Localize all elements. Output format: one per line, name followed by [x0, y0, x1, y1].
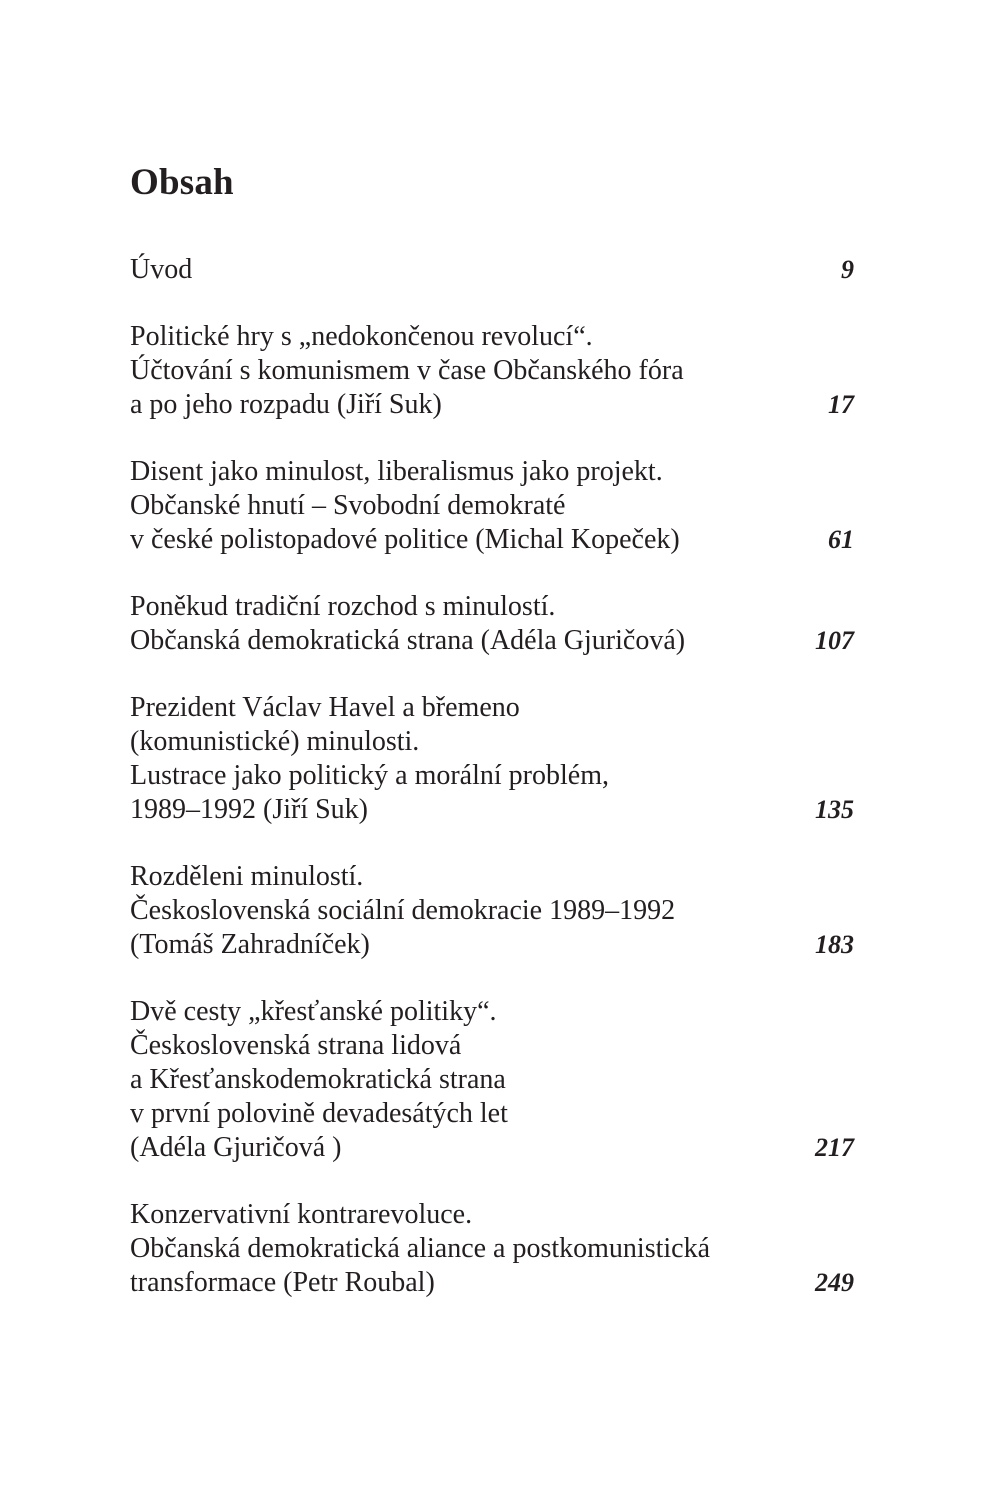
toc-entry — [130, 253, 860, 287]
toc-entry-line: Politické hry s „nedokončenou revolucí“. — [130, 321, 593, 352]
toc-page-number: 217 — [815, 1133, 854, 1162]
toc-entry-line: Československá sociální demokracie 1989–1992 — [130, 895, 676, 926]
toc-entry — [130, 995, 860, 1165]
toc-entry — [130, 691, 860, 827]
page-title: Obsah — [130, 162, 234, 203]
toc-entry-line: Československá strana lidová — [130, 1030, 462, 1061]
toc-entry-line: transformace (Petr Roubal) — [130, 1267, 435, 1298]
toc-entry-line: (Tomáš Zahradníček) — [130, 929, 370, 960]
toc-entry — [130, 455, 860, 557]
toc-page-number: 107 — [815, 626, 854, 655]
toc-page-number: 249 — [815, 1268, 854, 1297]
toc-entry-line: Dvě cesty „křesťanské politiky“. — [130, 996, 497, 1027]
toc-entry-line: Občanská demokratická aliance a postkomunistická — [130, 1233, 711, 1264]
toc-entry-line: Účtování s komunismem v čase Občanského fóra — [130, 355, 684, 386]
toc-entry-line: Občanské hnutí – Svobodní demokraté — [130, 490, 566, 521]
toc-entry-line: a Křesťanskodemokratická strana — [130, 1064, 506, 1095]
toc-entry-line: Úvod — [130, 254, 193, 285]
toc-page-number: 183 — [815, 930, 854, 959]
toc-entry-line: (Adéla Gjuričová ) — [130, 1132, 342, 1163]
toc-page-number: 9 — [841, 255, 854, 284]
toc-entry-line: (komunistické) minulosti. — [130, 726, 420, 757]
toc-entry-line: a po jeho rozpadu (Jiří Suk) — [130, 389, 442, 420]
toc-page-number: 17 — [828, 390, 854, 419]
toc-entry — [130, 860, 860, 962]
table-of-contents — [130, 253, 860, 1333]
toc-entry-line: Rozděleni minulostí. — [130, 861, 364, 892]
toc-entry — [130, 320, 860, 422]
toc-entry-line: Poněkud tradiční rozchod s minulostí. — [130, 591, 556, 622]
toc-page-number: 135 — [815, 795, 854, 824]
toc-entry — [130, 590, 860, 658]
toc-page-number: 61 — [828, 525, 854, 554]
toc-entry-line: Občanská demokratická strana (Adéla Gjuričová) — [130, 625, 686, 656]
toc-entry — [130, 1198, 860, 1300]
toc-entry-line: Prezident Václav Havel a břemeno — [130, 692, 520, 723]
toc-entry-line: Lustrace jako politický a morální problém, — [130, 760, 609, 791]
toc-entry-line: 1989–1992 (Jiří Suk) — [130, 794, 368, 825]
toc-entry-line: Konzervativní kontrarevoluce. — [130, 1199, 473, 1230]
toc-entry-line: v první polovině devadesátých let — [130, 1098, 508, 1129]
toc-entry-line: Disent jako minulost, liberalismus jako projekt. — [130, 456, 663, 487]
toc-entry-line: v české polistopadové politice (Michal Kopeček) — [130, 524, 680, 555]
